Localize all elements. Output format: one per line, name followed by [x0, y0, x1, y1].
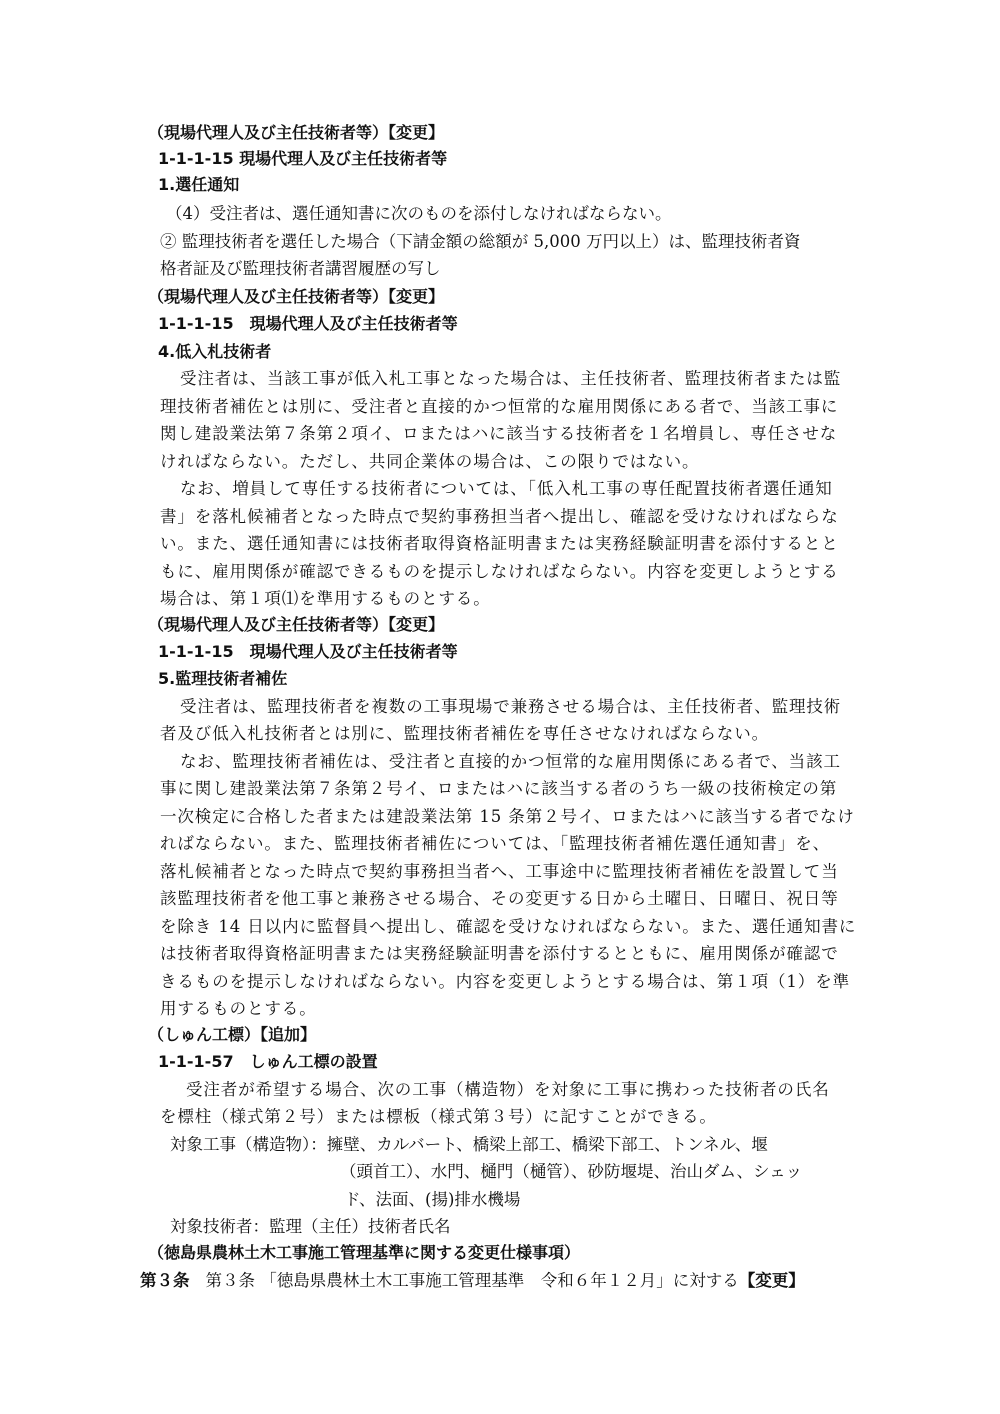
target-works-line: （頭首工）、水門、樋門（樋管）、砂防堰堤、治山ダム、シェッ	[340, 1162, 803, 1181]
body-line: を標柱（様式第２号）または標板（様式第３号）に記すことができる。	[160, 1107, 717, 1126]
body-line: ればならない。また、監理技術者補佐については、「監理技術者補佐選任通知書」を、	[160, 834, 831, 853]
body-line: 書」を落札候補者となった時点で契約事務担当者へ提出し、確認を受けなければならな	[160, 507, 839, 526]
body-line: い。また、選任通知書には技術者取得資格証明書または実務経験証明書を添付するとと	[160, 534, 839, 553]
body-line: 落札候補者となった時点で契約事務担当者へ、工事途中に監理技術者補佐を設置して当	[160, 862, 839, 881]
body-line: 格者証及び監理技術者講習履歴の写し	[160, 259, 441, 278]
footer-heading: （徳島県農林土木工事施工管理基準に関する変更仕様事項）	[148, 1243, 581, 1262]
article-title: 1-1-1-15 現場代理人及び主任技術者等	[158, 314, 458, 333]
body-line: 該監理技術者を他工事と兼務させる場合、その変更する日から土曜日、日曜日、祝日等	[160, 889, 839, 908]
body-line: は技術者取得資格証明書または実務経験証明書を添付するとともに、雇用関係が確認で	[160, 944, 839, 963]
footer-article-tag: 【変更】	[738, 1271, 805, 1290]
article-title: 1-1-1-15 現場代理人及び主任技術者等	[158, 642, 458, 661]
body-line: きるものを提示しなければならない。内容を変更しようとする場合は、第１項（1）を準	[160, 972, 850, 991]
article-title: 1-1-1-57 しゅん工標の設置	[158, 1052, 378, 1071]
body-line: （4）受注者は、選任通知書に次のものを添付しなければならない。	[166, 204, 672, 223]
body-line: 理技術者補佐とは別に、受注者と直接的かつ恒常的な雇用関係にある者で、当該工事に	[160, 397, 839, 416]
body-line: 者及び低入札技術者とは別に、監理技術者補佐を専任させなければならない。	[160, 724, 769, 743]
footer-article-label: 第３条	[140, 1271, 190, 1290]
subheading: 4.低入札技術者	[158, 342, 272, 361]
subheading: 5.監理技術者補佐	[158, 669, 288, 688]
article-title: 1-1-1-15 現場代理人及び主任技術者等	[158, 149, 448, 168]
body-line: 関し建設業法第７条第２項イ、ロまたはハに該当する技術者を１名増員し、専任させな	[160, 424, 838, 443]
footer-article	[140, 1268, 805, 1294]
section-heading: （現場代理人及び主任技術者等）【変更】	[148, 123, 445, 142]
body-line: ② 監理技術者を選任した場合（下請金額の総額が 5,000 万円以上）は、監理技術者資	[160, 232, 801, 251]
body-line: 事に関し建設業法第７条第２号イ、ロまたはハに該当する者のうち一級の技術検定の第	[160, 779, 838, 798]
body-line: 用するものとする。	[160, 999, 317, 1018]
body-line: ければならない。ただし、共同企業体の場合は、この限りではない。	[160, 452, 700, 471]
section-heading: （現場代理人及び主任技術者等）【変更】	[148, 615, 445, 634]
section-heading: （現場代理人及び主任技術者等）【変更】	[148, 287, 445, 306]
body-line: を除き 14 日以内に監督員へ提出し、確認を受けなければならない。また、選任通知書に	[160, 917, 857, 936]
target-works-line: ド、法面、(揚)排水機場	[344, 1190, 521, 1209]
footer-article-text: 第３条 「徳島県農林土木工事施工管理基準 令和６年１２月」に対する	[205, 1271, 739, 1290]
body-line: なお、増員して専任する技術者については、「低入札工事の専任配置技術者選任通知	[180, 479, 833, 498]
body-line: 受注者は、監理技術者を複数の工事現場で兼務させる場合は、主任技術者、監理技術	[180, 697, 842, 716]
body-line: なお、監理技術者補佐は、受注者と直接的かつ恒常的な雇用関係にある者で、当該工	[180, 752, 841, 771]
body-line: 場合は、第１項⑴を準用するものとする。	[160, 589, 491, 608]
body-line: 受注者が希望する場合、次の工事（構造物）を対象に工事に携わった技術者の氏名	[186, 1080, 830, 1099]
body-line: もに、雇用関係が確認できるものを提示しなければならない。内容を変更しようとする	[160, 562, 839, 581]
subheading: 1.選任通知	[158, 175, 240, 194]
section-heading: （しゅん工標）【追加】	[148, 1025, 317, 1044]
body-line: 一次検定に合格した者または建設業法第 15 条第２号イ、ロまたはハに該当する者でなけ	[160, 807, 855, 826]
target-works-line: 対象工事（構造物）：擁壁、カルバート、橋梁上部工、橋梁下部工、トンネル、堰	[170, 1135, 768, 1154]
target-engineer-line: 対象技術者：監理（主任）技術者氏名	[170, 1217, 451, 1236]
body-line: 受注者は、当該工事が低入札工事となった場合は、主任技術者、監理技術者または監	[180, 369, 842, 388]
